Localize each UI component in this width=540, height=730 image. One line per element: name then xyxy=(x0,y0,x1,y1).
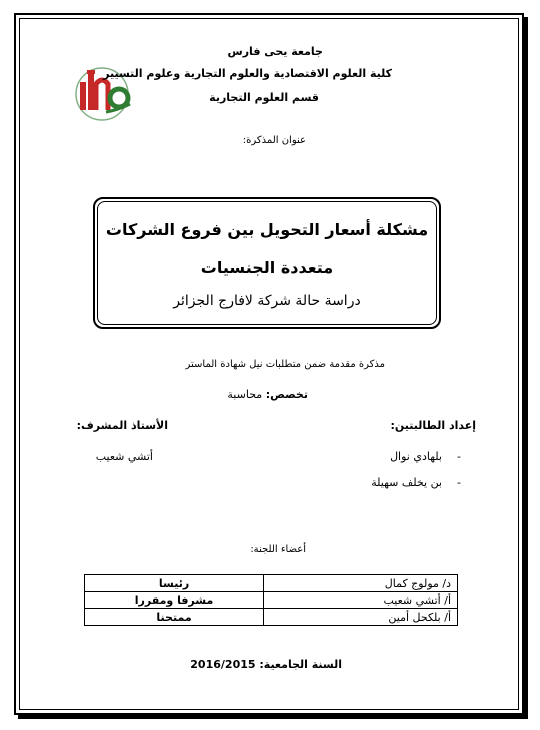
committee-member-name: أ/ بلكحل أمين xyxy=(264,609,458,626)
university-name: جامعة يحى فارس xyxy=(227,45,323,58)
bullet: - xyxy=(457,450,461,463)
case-study-subtitle: دراسة حالة شركة لافارج الجزائر xyxy=(173,293,361,309)
memo-purpose: مذكرة مقدمة ضمن متطلبات نيل شهادة الماستر xyxy=(185,359,385,370)
supervisor-label: الأستاذ المشرف: xyxy=(76,419,168,432)
academic-year-value: 2016/2015 xyxy=(190,658,256,671)
thesis-title-line1: مشكلة أسعار التحويل بين فروع الشركات xyxy=(105,220,429,239)
thesis-title-line2: متعددة الجنسيات xyxy=(200,258,334,277)
committee-member-role: رئيسا xyxy=(85,575,264,592)
table-row xyxy=(85,609,458,626)
academic-year-label: السنة الجامعية: xyxy=(259,658,342,671)
academic-year xyxy=(190,658,342,671)
committee-label: أعضاء اللجنة: xyxy=(250,544,306,555)
student-name-2: بن يخلف سهيلة xyxy=(371,476,442,489)
department-name: قسم العلوم التجارية xyxy=(209,91,319,104)
page-shadow-right xyxy=(524,17,528,719)
students-label: إعداد الطالبتين: xyxy=(390,419,476,432)
student-name-1: بلهادي نوال xyxy=(390,450,442,463)
committee-member-name: د/ مولوج كمال xyxy=(264,575,458,592)
committee-member-role: مشرفا ومقررا xyxy=(85,592,264,609)
specialty-value: محاسبة xyxy=(227,388,263,401)
bullet: - xyxy=(457,476,461,489)
committee-member-role: ممتحنا xyxy=(85,609,264,626)
faculty-name: كلية العلوم الاقتصادية والعلوم التجارية وعلوم التسيير xyxy=(103,67,392,80)
table-row xyxy=(85,592,458,609)
table-row xyxy=(85,575,458,592)
committee-member-name: أ/ أتشي شعيب xyxy=(264,592,458,609)
specialty-label: تخصص: xyxy=(265,388,308,401)
page-shadow-bottom xyxy=(18,715,528,719)
committee-table xyxy=(84,574,458,626)
supervisor-name: أتشي شعيب xyxy=(95,450,153,463)
specialty xyxy=(227,388,308,401)
memo-title-label: عنوان المذكرة: xyxy=(242,135,306,146)
